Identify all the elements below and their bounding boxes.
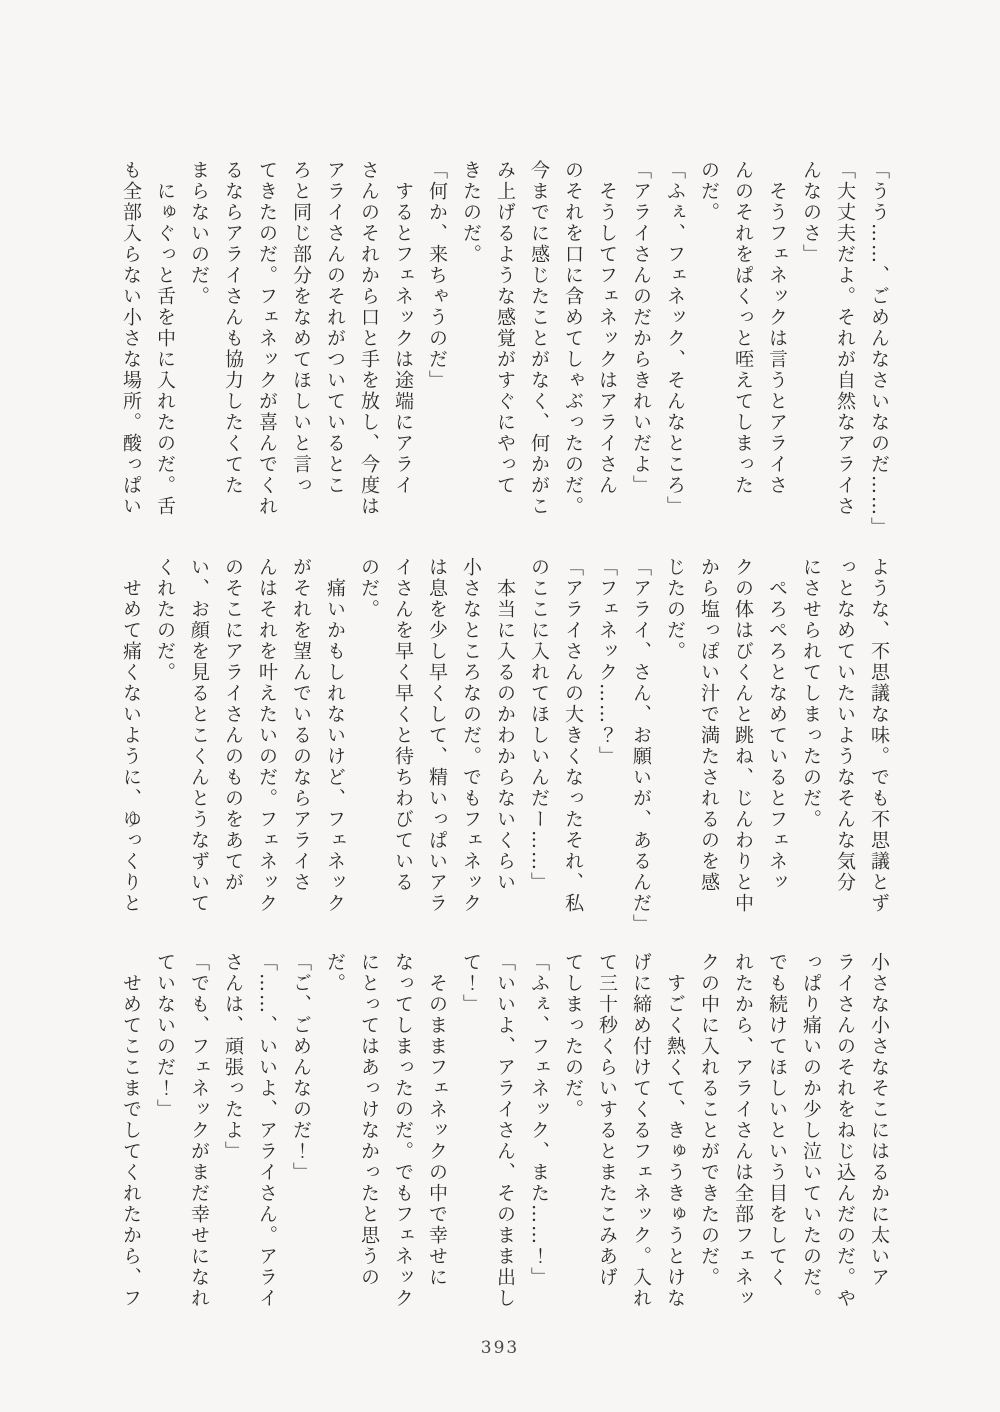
text-column: 「いいよ、アライさん、そのまま出し [494, 952, 516, 1309]
text-column: ていないのだ！」 [154, 952, 176, 1120]
text-column: み上げるような感覚がすぐにやって [494, 160, 516, 496]
text-column: だ。 [324, 952, 346, 994]
text-column: クの中に入れることができたのだ。 [698, 952, 720, 1288]
text-column: れたから、アライさんは全部フェネッ [732, 952, 754, 1309]
page-number: 393 [480, 1338, 520, 1358]
text-column: そうしてフェネックはアライさん [596, 181, 618, 496]
text-column: がそれを望んでいるのならアライさ [290, 557, 312, 893]
text-column: っとなめていたいようなそんな気分 [834, 557, 856, 893]
text-column: っぱり痛いのか少し泣いていたのだ。 [800, 952, 822, 1309]
text-column: も全部入らない小さな場所。酸っぱい [120, 160, 142, 517]
text-column: すごく熱くて、きゅうきゅうとけな [664, 973, 686, 1309]
text-column: んなのさ」 [800, 160, 822, 265]
text-column: さんは、頑張ったよ」 [222, 952, 244, 1162]
text-column: するとフェネックは途端にアライ [392, 181, 414, 496]
text-band-bottom [114, 952, 896, 1334]
text-column: 「ふぇ、フェネック、また……！」 [528, 952, 550, 1288]
text-column: てしまったのだ。 [562, 952, 584, 1120]
text-column: い、お顔を見るとこくんとうなずいて [188, 557, 210, 914]
text-column: でも続けてほしいという目をしてく [766, 952, 788, 1288]
text-column: なってしまったのだ。でもフェネック [392, 952, 414, 1309]
text-column: にゅぐっと舌を中に入れたのだ。舌 [154, 181, 176, 517]
text-column: 今までに感じたことがなく、何かがこ [528, 160, 550, 517]
text-column: から塩っぽい汁で満たされるのを感 [698, 557, 720, 893]
text-column: 「でも、フェネックがまだ幸せになれ [188, 952, 210, 1309]
text-column: くれたのだ。 [154, 557, 176, 683]
text-column: まらないのだ。 [188, 160, 210, 307]
text-column: 本当に入るのかわからないくらい [494, 578, 516, 893]
text-column: せめて痛くないように、ゆっくりと [120, 578, 142, 914]
text-column: 小さなところなのだ。でもフェネック [460, 557, 482, 914]
text-column: きたのだ。 [460, 160, 482, 265]
text-column: ろと同じ部分をなめてほしいと言っ [290, 160, 312, 496]
text-column: て！」 [460, 952, 482, 1015]
text-column: そうフェネックは言うとアライさ [766, 181, 788, 496]
text-column: ような、不思議な味。でも不思議とず [868, 557, 890, 914]
text-column: 「大丈夫だよ。それが自然なアライさ [834, 160, 856, 517]
text-column: 小さな小さなそこにはるかに太いア [868, 952, 890, 1288]
text-column: イさんを早く早くと待ちわびている [392, 557, 414, 893]
text-band-top [114, 160, 896, 542]
text-column: ライさんのそれをねじ込んだのだ。や [834, 952, 856, 1309]
text-column: さんのそれから口と手を放し、今度は [358, 160, 380, 517]
text-column: にさせられてしまったのだ。 [800, 557, 822, 830]
text-column: んのそれをぱくっと咥えてしまった [732, 160, 754, 496]
text-column: せめてここまでしてくれたから、フ [120, 973, 142, 1309]
text-column: のそれを口に含めてしゃぶったのだ。 [562, 160, 584, 517]
text-column: て三十秒くらいするとまたこみあげ [596, 952, 618, 1288]
text-column: 「アライさんの大きくなったそれ、私 [562, 557, 584, 914]
text-column: クの体はびくんと跳ね、じんわりと中 [732, 557, 754, 914]
text-band-middle [114, 557, 896, 939]
text-column: 「うう……、ごめんなさいなのだ……」 [868, 160, 890, 538]
text-column: にとってはあっけなかったと思うの [358, 952, 380, 1288]
text-column: 「フェネック……？」 [596, 557, 618, 767]
text-column: 「何か、来ちゃうのだ」 [426, 160, 448, 391]
text-column: 「ふぇ、フェネック、そんなところ」 [664, 160, 686, 517]
text-column: 「アライ、さん、お願いが、あるんだ」 [630, 557, 652, 935]
text-column: のだ。 [358, 557, 380, 620]
text-column: てきたのだ。フェネックが喜んでくれ [256, 160, 278, 517]
text-column: げに締め付けてくるフェネック。入れ [630, 952, 652, 1309]
text-column: そのままフェネックの中で幸せに [426, 973, 448, 1288]
text-column: のそこにアライさんのものをあてが [222, 557, 244, 893]
text-column: のここに入れてほしいんだー……」 [528, 557, 550, 893]
text-column: は息を少し早くして、精いっぱいアラ [426, 557, 448, 914]
text-column: ぺろぺろとなめているとフェネッ [766, 578, 788, 893]
text-column: 「……、いいよ、アライさん。アライ [256, 952, 278, 1309]
text-column: アライさんのそれがついているとこ [324, 160, 346, 496]
text-column: 痛いかもしれないけど、フェネック [324, 578, 346, 914]
text-column: んはそれを叶えたいのだ。フェネック [256, 557, 278, 914]
text-column: じたのだ。 [664, 557, 686, 662]
text-column: のだ。 [698, 160, 720, 223]
text-column: 「ご、ごめんなのだ！」 [290, 952, 312, 1183]
text-column: 「アライさんのだからきれいだよ」 [630, 160, 652, 496]
text-column: るならアライさんも協力したくてた [222, 160, 244, 496]
